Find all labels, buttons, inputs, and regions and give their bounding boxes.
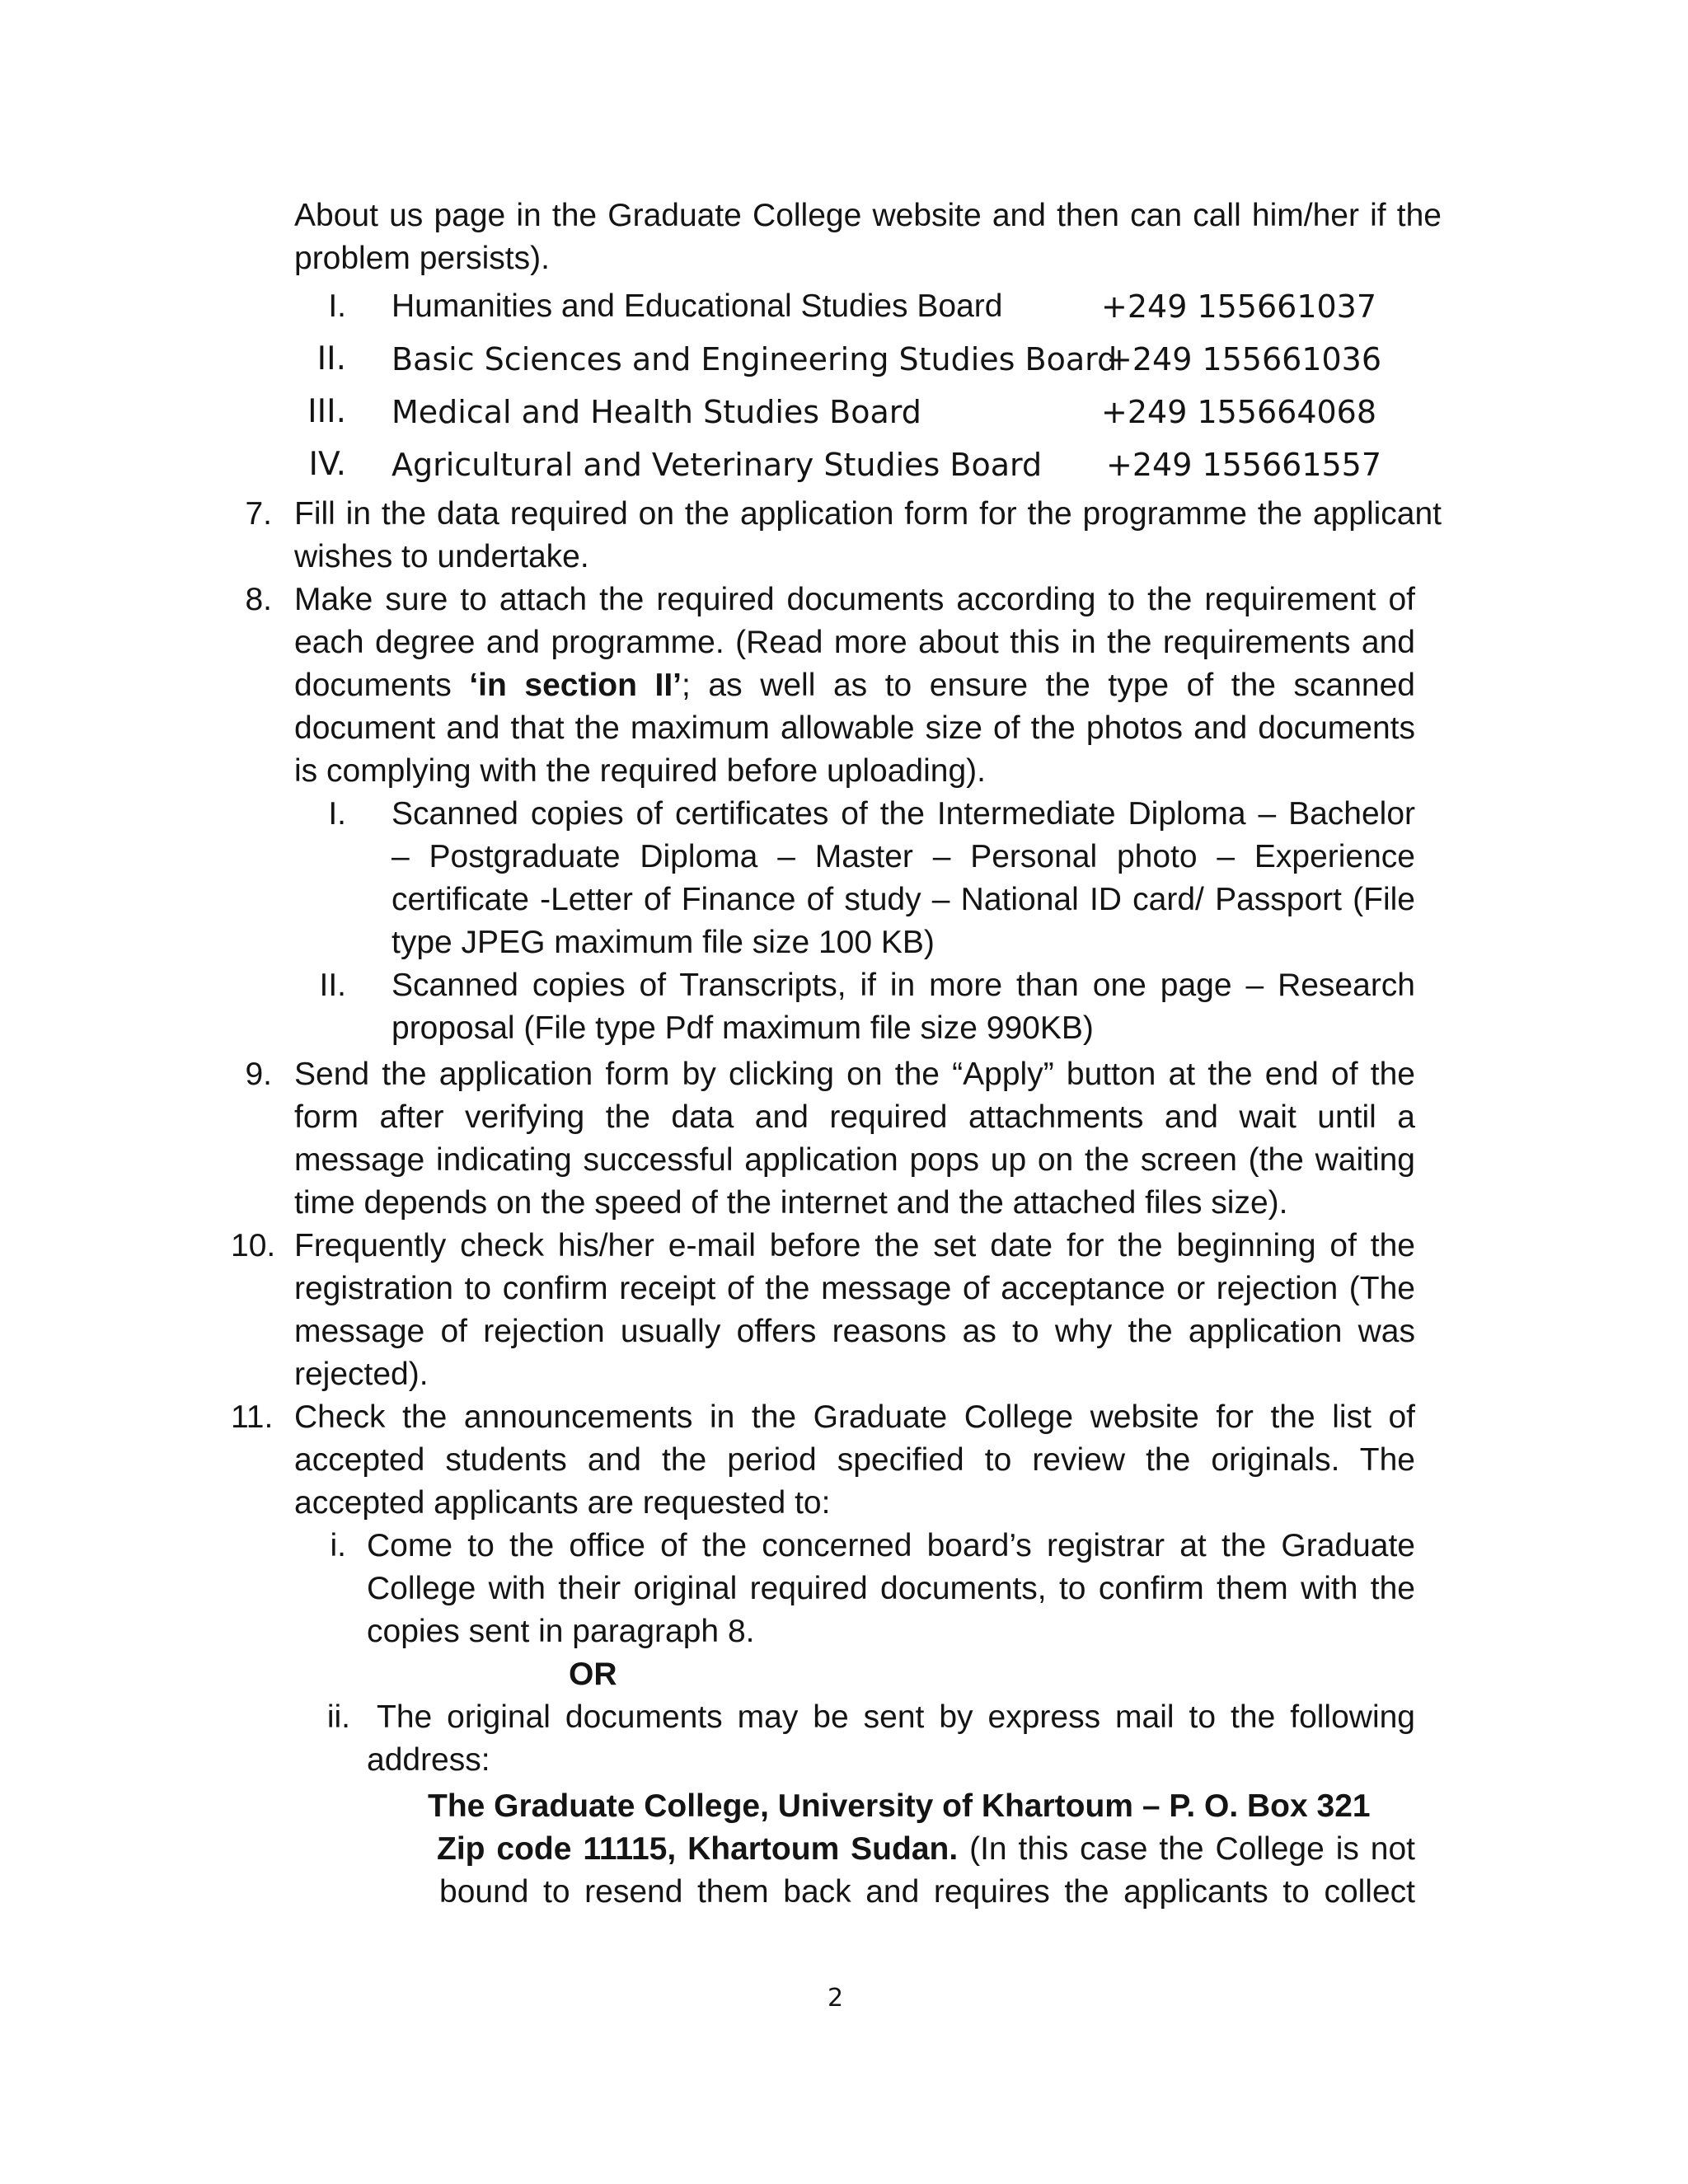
sub-line: certificate -Letter of Finance of study – National ID card/ Passport (File	[392, 882, 1415, 917]
item-line: message of rejection usually offers reasons as to why the application was	[294, 1314, 1415, 1349]
sub-line: Come to the office of the concerned board’s registrar at the Graduate	[367, 1528, 1415, 1563]
address-line: The Graduate College, University of Khartoum – P. O. Box 321	[428, 1788, 1371, 1824]
board-name: Humanities and Educational Studies Board	[392, 288, 1003, 324]
address-line: bound to resend them back and requires the applicants to collect	[439, 1874, 1415, 1910]
board-numeral: IV.	[308, 446, 346, 483]
sub-line: The original documents may be sent by express mail to the following	[377, 1699, 1415, 1735]
item-line: message indicating successful application pops up on the screen (the waiting	[294, 1142, 1415, 1178]
intro-line: problem persists).	[294, 241, 550, 276]
sub-numeral: II.	[319, 968, 346, 1003]
item-line: is complying with the required before uploading).	[294, 753, 986, 789]
item-line: wishes to undertake.	[294, 539, 589, 574]
item-line: accepted applicants are requested to:	[294, 1485, 831, 1521]
page-number: 2	[828, 1984, 844, 2013]
sub-numeral: ii.	[326, 1699, 350, 1735]
item-line: form after verifying the data and required attachments and wait until a	[294, 1099, 1415, 1135]
sub-numeral: I.	[328, 796, 346, 832]
sub-line: College with their original required documents, to confirm them with the	[367, 1571, 1415, 1606]
sub-line: type JPEG maximum file size 100 KB)	[392, 925, 935, 960]
item-number: 11.	[231, 1399, 274, 1435]
item-number: 7.	[245, 496, 272, 532]
board-numeral: III.	[307, 393, 346, 430]
address-line: Zip code 11115, Khartoum Sudan. (In this case the College is not	[437, 1831, 1415, 1867]
board-phone: +249 155661037	[1101, 288, 1377, 325]
board-name: Medical and Health Studies Board	[392, 394, 921, 430]
sub-line: – Postgraduate Diploma – Master – Personal photo – Experience	[392, 839, 1415, 874]
item-line: time depends on the speed of the internet and the attached files size).	[294, 1185, 1288, 1221]
item-line: Frequently check his/her e-mail before the set date for the beginning of the	[294, 1228, 1415, 1263]
board-phone: +249 155664068	[1101, 394, 1377, 430]
item-line: each degree and programme. (Read more about this in the requirements and	[294, 625, 1415, 660]
item-line: document and that the maximum allowable size of the photos and documents	[294, 710, 1415, 746]
item-line: Fill in the data required on the application form for the programme the applicant	[294, 496, 1442, 532]
item-number: 9.	[245, 1057, 272, 1092]
board-phone: +249 155661036	[1106, 341, 1382, 377]
item-line: Make sure to attach the required documents according to the requirement of	[294, 582, 1415, 617]
item-line: registration to confirm receipt of the message of acceptance or rejection (The	[294, 1271, 1415, 1306]
item-line: accepted students and the period specified to review the originals. The	[294, 1442, 1415, 1478]
sub-line: Scanned copies of certificates of the Intermediate Diploma – Bachelor	[392, 796, 1415, 832]
board-numeral: II.	[316, 340, 346, 377]
intro-line: About us page in the Graduate College website and then can call him/her if the	[294, 198, 1442, 233]
or-label: OR	[569, 1657, 617, 1692]
item-line: rejected).	[294, 1357, 429, 1392]
sub-numeral: i.	[330, 1528, 346, 1563]
item-number: 8.	[245, 582, 272, 617]
board-name: Basic Sciences and Engineering Studies Board	[392, 341, 1118, 377]
board-phone: +249 155661557	[1106, 447, 1382, 483]
item-line: Check the announcements in the Graduate College website for the list of	[294, 1399, 1415, 1435]
board-numeral: I.	[328, 288, 346, 324]
item-line: documents ‘in section II’; as well as to ensure the type of the scanned	[294, 668, 1415, 703]
sub-line: address:	[367, 1742, 490, 1778]
board-name: Agricultural and Veterinary Studies Board	[392, 447, 1043, 483]
item-number: 10.	[231, 1228, 276, 1263]
sub-line: copies sent in paragraph 8.	[367, 1614, 755, 1649]
sub-line: Scanned copies of Transcripts, if in more than one page – Research	[392, 968, 1415, 1003]
sub-line: proposal (File type Pdf maximum file size 990KB)	[392, 1010, 1094, 1046]
item-line: Send the application form by clicking on the “Apply” button at the end of the	[294, 1057, 1415, 1092]
